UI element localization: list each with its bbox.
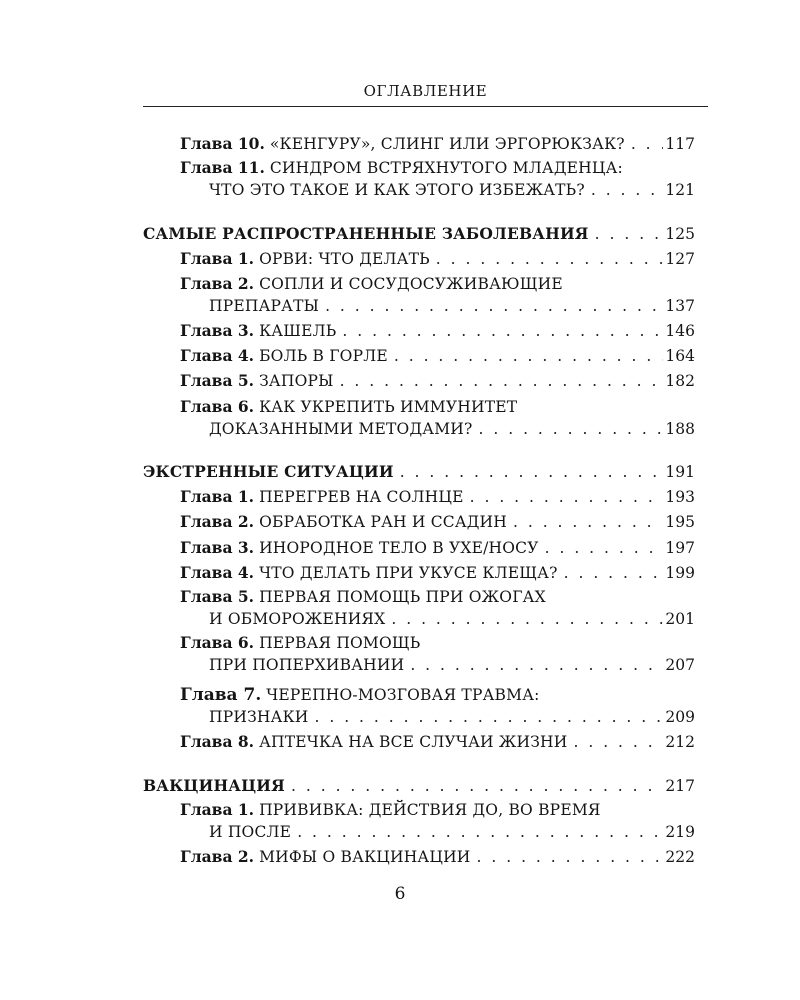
toc-entry[interactable]: [180, 369, 695, 393]
entry-page-number: 182: [665, 372, 695, 390]
entry-page-number: 146: [665, 322, 695, 340]
toc-entry[interactable]: [180, 845, 695, 869]
dot-leader: [595, 222, 664, 246]
dot-leader: [513, 510, 663, 534]
dot-leader: [591, 178, 664, 202]
entry-title: ЧТО ДЕЛАТЬ ПРИ УКУСЕ КЛЕЩА?: [259, 564, 558, 582]
toc-entry[interactable]: [180, 485, 695, 509]
chapter-prefix: Глава 1.: [180, 249, 255, 268]
chapter-prefix: Глава 1.: [180, 487, 255, 506]
toc-entry-continuation[interactable]: [209, 653, 695, 677]
entry-page-number: 207: [665, 656, 695, 674]
toc-entry-continuation[interactable]: [209, 178, 695, 202]
dot-leader: [631, 132, 664, 156]
chapter-prefix: Глава 6.: [180, 633, 255, 652]
section-page-number: 125: [665, 225, 695, 243]
entry-page-number: 195: [665, 513, 695, 531]
toc-entry[interactable]: [180, 344, 695, 368]
entry-page-number: 222: [665, 848, 695, 866]
dot-leader: [340, 369, 664, 393]
toc-entry-continuation[interactable]: [209, 607, 695, 631]
dot-leader: [291, 774, 663, 798]
entry-title: ЗАПОРЫ: [259, 372, 334, 390]
dot-leader: [391, 607, 663, 631]
dot-leader: [477, 845, 664, 869]
dot-leader: [545, 536, 664, 560]
dot-leader: [325, 294, 663, 318]
header-rule: [143, 106, 708, 107]
dot-leader: [315, 705, 664, 729]
dot-leader: [470, 485, 664, 509]
entry-title: ЧТО ЭТО ТАКОЕ И КАК ЭТОГО ИЗБЕЖАТЬ?: [209, 181, 585, 199]
chapter-prefix: Глава 8.: [180, 732, 255, 751]
toc-entry[interactable]: [180, 510, 695, 534]
section-title: ВАКЦИНАЦИЯ: [143, 776, 286, 795]
entry-title: ПРЕПАРАТЫ: [209, 297, 320, 315]
chapter-prefix: Глава 1.: [180, 800, 255, 819]
entry-title: ПЕРВАЯ ПОМОЩЬ ПРИ ОЖОГАХ: [259, 588, 546, 606]
section-title: ЭКСТРЕННЫЕ СИТУАЦИИ: [143, 462, 394, 481]
dot-leader: [297, 820, 663, 844]
entry-page-number: 197: [665, 539, 695, 557]
section-page-number: 217: [665, 777, 695, 795]
dot-leader: [410, 653, 663, 677]
chapter-prefix: Глава 2.: [180, 274, 255, 293]
toc-entry[interactable]: [180, 798, 601, 822]
chapter-prefix: Глава 3.: [180, 321, 255, 340]
page-header: ОГЛАВЛЕНИЕ: [363, 82, 488, 100]
entry-page-number: 199: [665, 564, 695, 582]
dot-leader: [436, 247, 664, 271]
entry-title: АПТЕЧКА НА ВСЕ СЛУЧАИ ЖИЗНИ: [259, 733, 568, 751]
entry-title: И ОБМОРОЖЕНИЯХ: [209, 610, 386, 628]
entry-page-number: 164: [665, 347, 695, 365]
entry-title: БОЛЬ В ГОРЛЕ: [259, 347, 388, 365]
dot-leader: [342, 319, 663, 343]
dot-leader: [394, 344, 664, 368]
entry-title: И ПОСЛЕ: [209, 823, 292, 841]
toc-entry-continuation[interactable]: [209, 820, 695, 844]
entry-title: «КЕНГУРУ», СЛИНГ ИЛИ ЭРГОРЮКЗАК?: [269, 135, 625, 153]
chapter-prefix: Глава 5.: [180, 587, 255, 606]
chapter-prefix: Глава 2.: [180, 512, 255, 531]
toc-entry[interactable]: [180, 683, 540, 707]
entry-page-number: 127: [665, 250, 695, 268]
toc-entry[interactable]: [180, 156, 623, 180]
toc-entry[interactable]: [180, 730, 695, 754]
chapter-prefix: Глава 11.: [180, 158, 265, 177]
chapter-prefix: Глава 6.: [180, 397, 255, 416]
toc-entry[interactable]: [180, 536, 695, 560]
chapter-prefix: Глава 3.: [180, 538, 255, 557]
entry-title: ОРВИ: ЧТО ДЕЛАТЬ: [259, 250, 430, 268]
chapter-prefix: Глава 4.: [180, 346, 255, 365]
entry-title: ОБРАБОТКА РАН И ССАДИН: [259, 513, 507, 531]
toc-section[interactable]: [143, 222, 695, 246]
entry-page-number: 193: [665, 488, 695, 506]
section-title: САМЫЕ РАСПРОСТРАНЕННЫЕ ЗАБОЛЕВАНИЯ: [143, 224, 589, 243]
entry-page-number: 137: [665, 297, 695, 315]
entry-title: ДОКАЗАННЫМИ МЕТОДАМИ?: [209, 420, 473, 438]
toc-entry[interactable]: [180, 561, 695, 585]
entry-title: МИФЫ О ВАКЦИНАЦИИ: [259, 848, 471, 866]
dot-leader: [564, 561, 664, 585]
entry-title: ПРИВИВКА: ДЕЙСТВИЯ ДО, ВО ВРЕМЯ: [259, 801, 601, 819]
entry-title: КАШЕЛЬ: [259, 322, 337, 340]
chapter-prefix: Глава 10.: [180, 134, 265, 153]
entry-title: ПРИЗНАКИ: [209, 708, 309, 726]
chapter-prefix: Глава 7.: [180, 685, 262, 705]
toc-entry[interactable]: [180, 319, 695, 343]
entry-title: ПЕРВАЯ ПОМОЩЬ: [259, 634, 421, 652]
entry-page-number: 212: [665, 733, 695, 751]
entry-title: ПЕРЕГРЕВ НА СОЛНЦЕ: [259, 488, 464, 506]
entry-title: ЧЕРЕПНО-МОЗГОВАЯ ТРАВМА:: [266, 686, 540, 704]
section-page-number: 191: [665, 463, 695, 481]
toc-entry-continuation[interactable]: [209, 294, 695, 318]
entry-page-number: 219: [665, 823, 695, 841]
toc-entry-continuation[interactable]: [209, 417, 695, 441]
entry-page-number: 201: [665, 610, 695, 628]
entry-page-number: 117: [665, 135, 695, 153]
toc-section[interactable]: [143, 460, 695, 484]
entry-title: СОПЛИ И СОСУДОСУЖИВАЮЩИЕ: [259, 275, 563, 293]
toc-entry[interactable]: [180, 631, 420, 655]
chapter-prefix: Глава 2.: [180, 847, 255, 866]
dot-leader: [574, 730, 664, 754]
dot-leader: [400, 460, 664, 484]
entry-title: ПРИ ПОПЕРХИВАНИИ: [209, 656, 405, 674]
toc-entry[interactable]: [180, 132, 695, 156]
toc-entry-continuation[interactable]: [209, 705, 695, 729]
toc-entry[interactable]: [180, 272, 563, 296]
toc-entry[interactable]: [180, 395, 517, 419]
entry-page-number: 121: [665, 181, 695, 199]
toc-entry[interactable]: [180, 247, 695, 271]
page-number: 6: [394, 884, 406, 904]
entry-page-number: 209: [665, 708, 695, 726]
entry-title: ИНОРОДНОЕ ТЕЛО В УХЕ/НОСУ: [259, 539, 539, 557]
dot-leader: [479, 417, 664, 441]
entry-title: КАК УКРЕПИТЬ ИММУНИТЕТ: [259, 398, 518, 416]
entry-title: СИНДРОМ ВСТРЯХНУТОГО МЛАДЕНЦА:: [269, 159, 623, 177]
chapter-prefix: Глава 5.: [180, 371, 255, 390]
toc-entry[interactable]: [180, 585, 546, 609]
chapter-prefix: Глава 4.: [180, 563, 255, 582]
toc-section[interactable]: [143, 774, 695, 798]
entry-page-number: 188: [665, 420, 695, 438]
